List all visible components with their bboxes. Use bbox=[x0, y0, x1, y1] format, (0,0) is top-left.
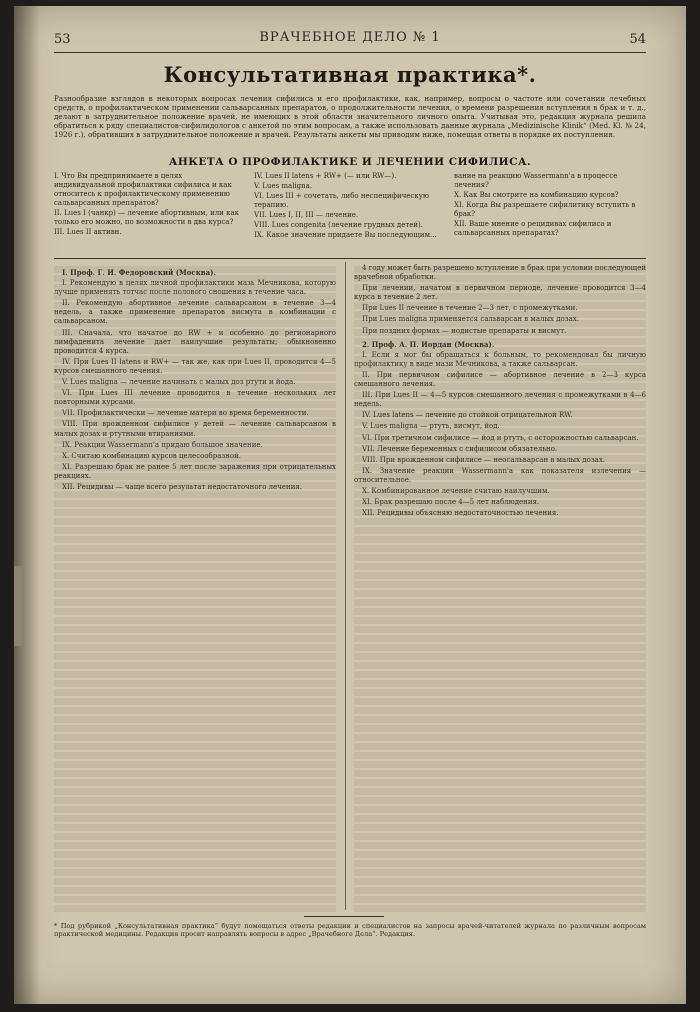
page-number-left: 53 bbox=[54, 32, 71, 47]
footnote-rule bbox=[304, 916, 384, 917]
question-item: IV. Lues II latens + RW+ (— или RW—). bbox=[254, 172, 397, 180]
answer-paragraph: V. Lues maligna — лечение начинать с малых доз ртути и йода. bbox=[62, 378, 296, 387]
answer-paragraph: XII. Рецидивы объясняю недостаточностью лечения. bbox=[362, 509, 559, 518]
answer-paragraph: I. Рекомендую в целях личной профилактики мазь Мечникова, которую лучше применять тотчас после полового сношения в течение часа. bbox=[54, 279, 336, 297]
answer-paragraph: VII. Профилактически — лечение матери во время беременности. bbox=[62, 409, 309, 418]
answer-paragraph: VI. При Lues III лечение проводится в течение нескольких лет повторными курсами. bbox=[54, 389, 336, 407]
answer-paragraph: V. Lues maligna — ртуть, висмут, йод. bbox=[362, 422, 500, 431]
answer-paragraph: III. Сначала, что начатое до RW + и особенно до регионарного лимфаденита лечение дает наилучшие результаты; обыкновенно проводится 4 курса. bbox=[54, 328, 336, 355]
answer-paragraph: VIII. При врожденном сифилисе у детей — лечение сальварсаном в малых дозах и ртутными втираниями. bbox=[54, 420, 336, 438]
questions-column-1 bbox=[54, 172, 244, 238]
answer-paragraph: IV. Lues latens — лечение до стойкой отрицательной RW. bbox=[362, 411, 573, 420]
question-item: I. Что Вы предпринимаете в целях индивидуальной профилактики сифилиса и как относитесь к профилактическому применению сальварсанных препаратов? bbox=[54, 172, 232, 207]
section-rule bbox=[54, 258, 646, 259]
document-page bbox=[14, 6, 686, 1004]
answer-paragraph: VI. При третичном сифилисе — йод и ртуть, с осторожностью сальварсан. bbox=[362, 433, 639, 442]
survey-heading: АНКЕТА О ПРОФИЛАКТИКЕ И ЛЕЧЕНИИ СИФИЛИСА. bbox=[168, 156, 532, 168]
answer-paragraph: I. Если я мог бы обращаться к больным, то рекомендовал бы личную профилактику в виде мази Мечникова, а также сальварсан. bbox=[354, 350, 646, 368]
question-item: вание на реакцию Wassermann'а в процессе лечения? bbox=[454, 172, 618, 189]
page-header bbox=[54, 28, 646, 50]
answer-paragraph: XI. Разрешаю брак не ранее 5 лет после заражения при отрицательных реакциях. bbox=[54, 462, 336, 480]
answer-paragraph: 4 году может быть разрешено вступление в брак при условии последующей врачебной обработки. bbox=[354, 264, 647, 282]
question-item: III. Lues II активн. bbox=[54, 228, 122, 236]
answer-paragraph: VII. Лечение беременных с сифилисом обязательно. bbox=[362, 444, 558, 453]
article-title: Консультативная практика*. bbox=[163, 62, 537, 87]
question-item: XI. Когда Вы разрешаете сифилитику вступить в брак? bbox=[454, 201, 636, 218]
answer-paragraph: При Lues maligna применяется сальварсан в малых дозах. bbox=[362, 315, 579, 324]
question-item: IX. Какое значение придаете Вы последующим... bbox=[254, 231, 437, 239]
answers-right-column bbox=[354, 264, 646, 912]
question-item: V. Lues maligna. bbox=[254, 182, 313, 190]
question-item: VIII. Lues congenita (лечение грудных детей). bbox=[254, 221, 424, 229]
question-item: VI. Lues III + сочетать, либо неспецифическую терапию. bbox=[254, 192, 429, 209]
answer-paragraph: IX. Значение реакции Wassermann'а как показателя излечения — относительное. bbox=[354, 466, 646, 484]
author-heading: I. Проф. Г. И. Федоровский (Москва). bbox=[62, 268, 216, 277]
question-item: XII. Ваше мнение о рецидивах сифилиса и сальварсанных препаратах? bbox=[454, 220, 612, 237]
intro-paragraph: Разнообразие взглядов в некоторых вопросах лечения сифилиса и его профилактики, как, например, вопросы о частоте или сочетании лечебных средств, о профилактическом применении сальварсанных препаратов, о продолжительности лечения, о времени разрешения вступления в брак и т. д., делают в затруднительное положение врачей, не имеющих в этой области значительного личного опыта. Учитывая это, редакция журнала решила обратиться к ряду специалистов-сифилидологов с анкетой по этим вопросам, а также использовать данные журнала „Medizinische Klinik“ (Med. Kl. № 24, 1926 г.), обративших в затруднительное положение и врачей. Результаты анкеты мы приводим ниже, помещая ответы в порядке их поступления. bbox=[54, 94, 646, 139]
answer-paragraph: XII. Рецидивы — чаще всего результат недостаточного лечения. bbox=[62, 482, 303, 491]
footnote: * Под рубрикой „Консультативная практика“ будут помещаться ответы редакции и специалистов на запросы врачей-читателей журнала по различным вопросам практической медицины. Редакция просит направлять вопросы в адрес „Врачебного Дела“. Редакция. bbox=[54, 922, 646, 939]
questions-column-3 bbox=[454, 172, 646, 239]
answer-paragraph: При лечении, начатом в первичном периоде, лечение проводится 3—4 курса в течение 2 лет. bbox=[354, 284, 646, 302]
running-title: ВРАЧЕБНОЕ ДЕЛО № 1 bbox=[259, 30, 441, 45]
question-item: VII. Lues I, II, III — лечение. bbox=[254, 211, 359, 219]
question-item: X. Как Вы смотрите на комбинацию курсов? bbox=[454, 191, 619, 199]
answer-paragraph: II. Рекомендую абортивное лечение сальварсаном в течение 3—4 недель, а также применение препаратов висмута в комбинации с сальварсаном. bbox=[54, 299, 336, 326]
answer-paragraph: X. Комбинированное лечение считаю наилучшим. bbox=[362, 486, 550, 495]
answer-paragraph: При поздних формах — иодистые препараты и висмут. bbox=[362, 326, 567, 335]
answer-paragraph: XI. Брак разрешаю после 4—5 лет наблюдения. bbox=[362, 498, 540, 507]
answers-left-column bbox=[54, 264, 336, 912]
page-number-right: 54 bbox=[629, 32, 646, 47]
question-item: II. Lues I (чанкр) — лечение абортивным, или как только его можно, по возможности в два курса? bbox=[54, 209, 240, 226]
answer-paragraph: VIII. При врожденном сифилисе — неосальварсан в малых дозах. bbox=[362, 455, 605, 464]
answer-paragraph: IV. При Lues II latens и RW+ — так же, как при Lues II, проводится 4—5 курсов смешанного лечения. bbox=[54, 357, 336, 375]
answer-paragraph: При Lues II лечение в течение 2—3 лет, с промежутками. bbox=[362, 304, 578, 313]
answer-paragraph: X. Считаю комбинацию курсов целесообразной. bbox=[62, 451, 242, 460]
binding-edge bbox=[14, 566, 22, 646]
author-heading: 2. Проф. А. П. Иордан (Москва). bbox=[362, 339, 495, 349]
answer-paragraph: II. При первичном сифилисе — абортивное лечение в 2—3 курса смешанного лечения. bbox=[354, 370, 646, 389]
questions-column-2 bbox=[254, 172, 444, 241]
header-rule bbox=[54, 52, 646, 53]
column-divider bbox=[345, 262, 346, 910]
answer-paragraph: IX. Реакции Wassermann'а придаю большое значение. bbox=[62, 440, 263, 449]
answer-paragraph: III. При Lues II — 4—5 курсов смешанного лечения с промежутками в 4—6 недель. bbox=[354, 391, 646, 409]
